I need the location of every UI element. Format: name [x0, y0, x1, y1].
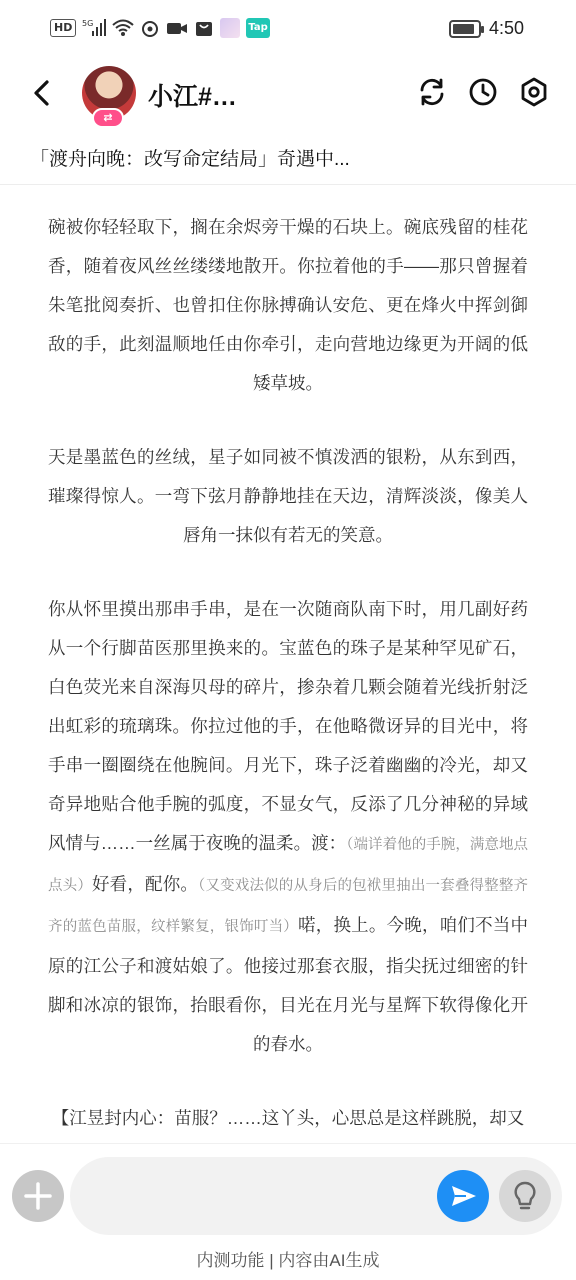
music-app-icon: [140, 18, 160, 38]
avatar[interactable]: [82, 66, 136, 124]
battery-icon: [449, 20, 481, 38]
status-icons-right: [449, 18, 524, 39]
stage-direction: （端详着他的手腕，满意地点点头）: [48, 837, 528, 894]
header-divider: [0, 184, 576, 185]
refresh-icon: [416, 76, 448, 108]
story-text: 你从怀里摸出那串手串，是在一次随商队南下时，用几副好药从一个行脚苗医那里换来的。宝蓝色的珠子是某种罕见矿石，白色荧光来自深海贝母的碎片，掺杂着几颗会随着光线折射泛出虹彩的琉璃珠。你拉过他的手，在他略微讶异的目光中，将手串一圈圈绕在他腕间。月光下，珠子泛着幽幽的冷光，却又奇异地贴合他手腕的弧度，不显女气，反添了几分神秘的异域风情与……一丝属于夜晚的温柔。渡：: [48, 599, 528, 853]
history-clock-icon: [467, 76, 499, 108]
story-paragraph: 天是墨蓝色的丝绒，星子如同被不慎泼洒的银粉，从东到西，璀璨得惊人。一弯下弦月静静地挂在天边，清辉淡淡，像美人唇角一抹似有若无的笑意。: [48, 447, 528, 545]
refresh-button[interactable]: [416, 76, 448, 108]
lightbulb-icon: [499, 1170, 551, 1222]
settings-button[interactable]: [518, 76, 550, 108]
dialogue-text: 好看，配你。: [92, 874, 199, 894]
status-bar: [0, 0, 576, 58]
page-title: 小江#…: [148, 83, 237, 111]
send-arrow-icon: [437, 1170, 489, 1222]
send-button[interactable]: [437, 1170, 489, 1222]
back-arrow-icon: [28, 78, 58, 108]
story-paragraph: 碗被你轻轻取下，搁在余烬旁干燥的石块上。碗底残留的桂花香，随着夜风丝丝缕缕地散开。你拉着他的手——那只曾握着朱笔批阅奏折、也曾扣住你脉搏确认安危、更在烽火中挥剑御敌的手，此刻温顺地任由你牵引，走向营地边缘更为开阔的低矮草坡。: [48, 217, 528, 393]
story-content: [48, 208, 528, 1143]
history-button[interactable]: [467, 76, 499, 108]
wifi-icon: [112, 18, 134, 38]
signal-icon: [82, 18, 106, 38]
status-icons-left: [50, 18, 270, 38]
story-subtitle: 「渡舟向晚：改写命定结局」奇遇中...: [30, 149, 350, 170]
add-button[interactable]: [12, 1170, 64, 1222]
input-divider: [0, 1143, 576, 1144]
hd-icon: HD: [50, 19, 76, 37]
battery-fill: [453, 24, 474, 34]
status-time: 4:50: [488, 18, 524, 38]
signal-label: 5G: [82, 19, 94, 28]
video-camera-icon: [166, 18, 188, 38]
message-input[interactable]: [88, 1177, 418, 1215]
plus-icon: [12, 1170, 64, 1222]
app-thumbnail-icon: [220, 18, 240, 38]
chat-header: [0, 60, 576, 130]
shopping-bag-icon: [194, 18, 214, 38]
back-button[interactable]: [28, 78, 58, 108]
ai-disclaimer: 内测功能 | 内容由AI生成: [196, 1251, 380, 1270]
story-paragraph: 【江昱封内心：苗服？……这丫头，心思总是这样跳脱，却又: [51, 1108, 525, 1128]
taptap-icon: Tap: [246, 18, 269, 38]
message-input-container: [70, 1157, 562, 1235]
stage-direction: （又变戏法似的从身后的包袱里抽出一套叠得整整齐齐的蓝色苗服，纹样繁复，银饰叮当）: [48, 878, 528, 935]
story-text: 喏，换上。今晚，咱们不当中原的江公子和渡姑娘了。他接过那套衣服，指尖抚过细密的针脚和冰凉的银饰，抬眼看你，目光在月光与星辉下软得像化开的春水。: [48, 915, 528, 1054]
inspiration-button[interactable]: [499, 1170, 551, 1222]
story-paragraph: [48, 590, 528, 1064]
switch-badge-icon[interactable]: ⇄: [92, 108, 124, 128]
settings-hexagon-icon: [518, 76, 550, 108]
